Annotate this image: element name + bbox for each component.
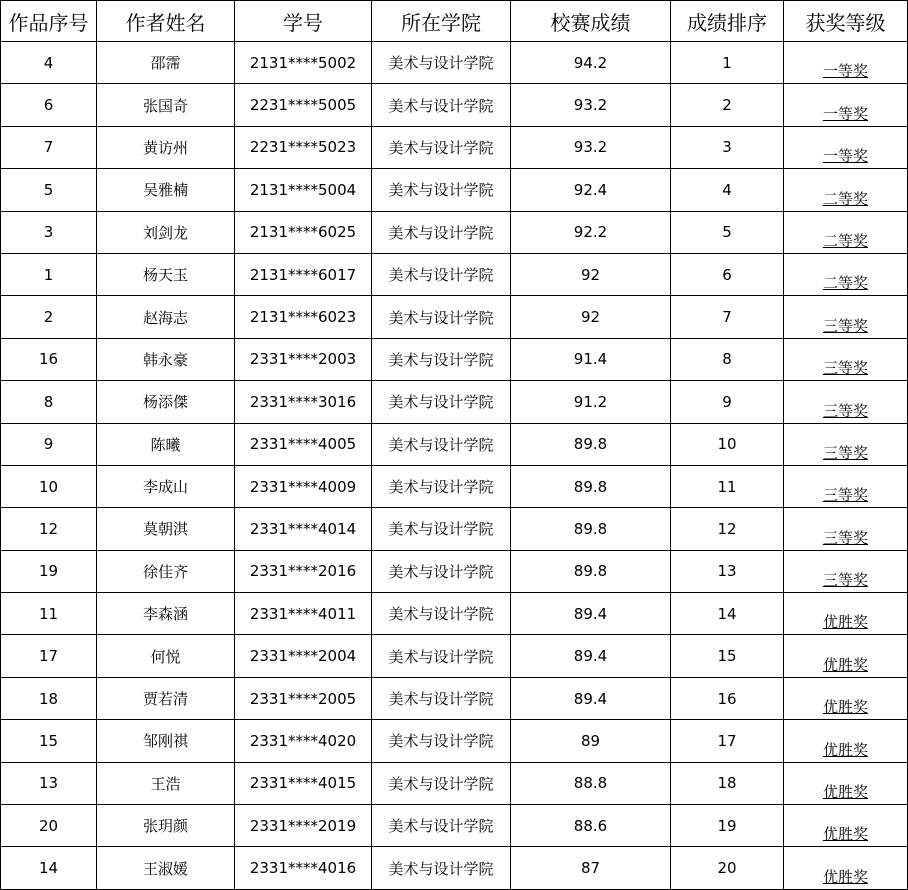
award-label: 一等奖	[822, 62, 868, 81]
cell-award	[784, 126, 908, 168]
award-label: 二等奖	[822, 231, 868, 250]
cell-college: 美术与设计学院	[372, 338, 511, 380]
award-label: 优胜奖	[822, 655, 868, 674]
cell-author-name: 吴雅楠	[97, 169, 235, 211]
cell-award	[784, 42, 908, 84]
cell-student-id: 2231****5005	[235, 84, 372, 126]
award-label: 一等奖	[822, 147, 868, 166]
cell-college: 美术与设计学院	[372, 253, 511, 295]
cell-score: 91.4	[511, 338, 671, 380]
cell-rank: 20	[671, 847, 784, 889]
table-row	[1, 593, 908, 635]
award-label: 优胜奖	[822, 698, 868, 717]
cell-entry-no: 9	[1, 423, 97, 465]
cell-entry-no: 18	[1, 677, 97, 719]
table-row	[1, 508, 908, 550]
cell-author-name: 王浩	[97, 762, 235, 804]
cell-rank: 14	[671, 593, 784, 635]
cell-college: 美术与设计学院	[372, 550, 511, 592]
cell-student-id: 2331****4015	[235, 762, 372, 804]
cell-student-id: 2331****4005	[235, 423, 372, 465]
cell-score: 89.4	[511, 593, 671, 635]
table-row	[1, 720, 908, 762]
cell-score: 89.8	[511, 508, 671, 550]
cell-student-id: 2131****5004	[235, 169, 372, 211]
cell-entry-no: 15	[1, 720, 97, 762]
table-row	[1, 805, 908, 847]
table-row	[1, 550, 908, 592]
cell-entry-no: 17	[1, 635, 97, 677]
table-row	[1, 126, 908, 168]
header-award: 获奖等级	[784, 1, 908, 42]
cell-author-name: 徐佳齐	[97, 550, 235, 592]
cell-author-name: 邵霈	[97, 42, 235, 84]
cell-author-name: 何悦	[97, 635, 235, 677]
cell-student-id: 2331****2019	[235, 805, 372, 847]
cell-rank: 3	[671, 126, 784, 168]
cell-author-name: 黄访州	[97, 126, 235, 168]
cell-rank: 11	[671, 465, 784, 507]
cell-author-name: 李成山	[97, 465, 235, 507]
cell-score: 89.4	[511, 635, 671, 677]
cell-rank: 12	[671, 508, 784, 550]
cell-student-id: 2331****4016	[235, 847, 372, 889]
cell-award	[784, 169, 908, 211]
cell-award	[784, 805, 908, 847]
cell-student-id: 2331****2003	[235, 338, 372, 380]
cell-student-id: 2331****4020	[235, 720, 372, 762]
award-label: 三等奖	[822, 316, 868, 335]
cell-award	[784, 296, 908, 338]
table-row	[1, 169, 908, 211]
cell-entry-no: 3	[1, 211, 97, 253]
cell-author-name: 杨天玉	[97, 253, 235, 295]
cell-author-name: 杨添傑	[97, 381, 235, 423]
cell-student-id: 2131****5002	[235, 42, 372, 84]
table-row	[1, 762, 908, 804]
award-label: 二等奖	[822, 274, 868, 293]
cell-award	[784, 593, 908, 635]
cell-score: 92.2	[511, 211, 671, 253]
cell-entry-no: 14	[1, 847, 97, 889]
table-row	[1, 381, 908, 423]
cell-score: 89.4	[511, 677, 671, 719]
cell-score: 89.8	[511, 465, 671, 507]
cell-college: 美术与设计学院	[372, 84, 511, 126]
cell-college: 美术与设计学院	[372, 211, 511, 253]
cell-score: 92	[511, 253, 671, 295]
cell-student-id: 2331****3016	[235, 381, 372, 423]
cell-award	[784, 635, 908, 677]
table-row	[1, 42, 908, 84]
award-label: 三等奖	[822, 528, 868, 547]
award-label: 优胜奖	[822, 783, 868, 802]
cell-rank: 8	[671, 338, 784, 380]
cell-college: 美术与设计学院	[372, 42, 511, 84]
cell-rank: 1	[671, 42, 784, 84]
cell-score: 88.6	[511, 805, 671, 847]
cell-entry-no: 12	[1, 508, 97, 550]
cell-college: 美术与设计学院	[372, 465, 511, 507]
cell-score: 93.2	[511, 126, 671, 168]
cell-entry-no: 20	[1, 805, 97, 847]
cell-author-name: 李森涵	[97, 593, 235, 635]
award-label: 优胜奖	[822, 825, 868, 844]
award-label: 三等奖	[822, 443, 868, 462]
cell-student-id: 2331****4009	[235, 465, 372, 507]
cell-score: 92	[511, 296, 671, 338]
cell-author-name: 莫朝淇	[97, 508, 235, 550]
cell-rank: 15	[671, 635, 784, 677]
cell-rank: 18	[671, 762, 784, 804]
cell-entry-no: 16	[1, 338, 97, 380]
cell-rank: 16	[671, 677, 784, 719]
award-label: 优胜奖	[822, 613, 868, 632]
table-row	[1, 423, 908, 465]
cell-rank: 10	[671, 423, 784, 465]
cell-entry-no: 7	[1, 126, 97, 168]
cell-college: 美术与设计学院	[372, 805, 511, 847]
cell-student-id: 2331****4011	[235, 593, 372, 635]
cell-student-id: 2231****5023	[235, 126, 372, 168]
cell-rank: 19	[671, 805, 784, 847]
award-label: 优胜奖	[822, 867, 868, 886]
cell-author-name: 赵海志	[97, 296, 235, 338]
cell-author-name: 韩永豪	[97, 338, 235, 380]
table-row	[1, 253, 908, 295]
cell-award	[784, 677, 908, 719]
cell-entry-no: 5	[1, 169, 97, 211]
cell-rank: 2	[671, 84, 784, 126]
cell-award	[784, 84, 908, 126]
cell-student-id: 2131****6025	[235, 211, 372, 253]
header-rank: 成绩排序	[671, 1, 784, 42]
cell-score: 89.8	[511, 550, 671, 592]
award-label: 三等奖	[822, 359, 868, 378]
cell-award	[784, 338, 908, 380]
award-label: 优胜奖	[822, 740, 868, 759]
cell-score: 92.4	[511, 169, 671, 211]
cell-award	[784, 508, 908, 550]
cell-college: 美术与设计学院	[372, 677, 511, 719]
cell-award	[784, 720, 908, 762]
cell-score: 89.8	[511, 423, 671, 465]
header-student-id: 学号	[235, 1, 372, 42]
table-row	[1, 465, 908, 507]
table-row	[1, 338, 908, 380]
cell-student-id: 2331****2004	[235, 635, 372, 677]
table-row	[1, 211, 908, 253]
cell-college: 美术与设计学院	[372, 296, 511, 338]
cell-rank: 4	[671, 169, 784, 211]
cell-entry-no: 11	[1, 593, 97, 635]
cell-college: 美术与设计学院	[372, 635, 511, 677]
cell-score: 89	[511, 720, 671, 762]
cell-student-id: 2131****6023	[235, 296, 372, 338]
award-label: 三等奖	[822, 486, 868, 505]
cell-award	[784, 550, 908, 592]
award-label: 一等奖	[822, 104, 868, 123]
header-entry-no: 作品序号	[1, 1, 97, 42]
cell-author-name: 邹刚祺	[97, 720, 235, 762]
cell-score: 93.2	[511, 84, 671, 126]
cell-entry-no: 19	[1, 550, 97, 592]
cell-college: 美术与设计学院	[372, 169, 511, 211]
cell-rank: 6	[671, 253, 784, 295]
cell-author-name: 张国奇	[97, 84, 235, 126]
cell-award	[784, 253, 908, 295]
cell-entry-no: 4	[1, 42, 97, 84]
header-author-name: 作者姓名	[97, 1, 235, 42]
cell-award	[784, 762, 908, 804]
cell-author-name: 贾若清	[97, 677, 235, 719]
cell-rank: 13	[671, 550, 784, 592]
cell-student-id: 2331****2005	[235, 677, 372, 719]
cell-student-id: 2331****2016	[235, 550, 372, 592]
cell-score: 88.8	[511, 762, 671, 804]
cell-rank: 7	[671, 296, 784, 338]
table-row	[1, 296, 908, 338]
award-label: 三等奖	[822, 401, 868, 420]
table-body	[1, 42, 908, 890]
header-row	[1, 1, 908, 42]
cell-college: 美术与设计学院	[372, 423, 511, 465]
cell-entry-no: 2	[1, 296, 97, 338]
cell-author-name: 王淑媛	[97, 847, 235, 889]
cell-rank: 9	[671, 381, 784, 423]
cell-award	[784, 211, 908, 253]
cell-college: 美术与设计学院	[372, 762, 511, 804]
cell-author-name: 刘剑龙	[97, 211, 235, 253]
cell-college: 美术与设计学院	[372, 847, 511, 889]
cell-rank: 17	[671, 720, 784, 762]
cell-award	[784, 465, 908, 507]
cell-award	[784, 847, 908, 889]
cell-student-id: 2331****4014	[235, 508, 372, 550]
cell-student-id: 2131****6017	[235, 253, 372, 295]
cell-college: 美术与设计学院	[372, 508, 511, 550]
award-label: 二等奖	[822, 189, 868, 208]
table-row	[1, 847, 908, 889]
cell-award	[784, 423, 908, 465]
header-college: 所在学院	[372, 1, 511, 42]
cell-entry-no: 13	[1, 762, 97, 804]
cell-college: 美术与设计学院	[372, 126, 511, 168]
table-row	[1, 677, 908, 719]
cell-author-name: 陈曦	[97, 423, 235, 465]
cell-score: 91.2	[511, 381, 671, 423]
cell-entry-no: 8	[1, 381, 97, 423]
cell-score: 87	[511, 847, 671, 889]
cell-award	[784, 381, 908, 423]
cell-score: 94.2	[511, 42, 671, 84]
cell-college: 美术与设计学院	[372, 381, 511, 423]
cell-entry-no: 10	[1, 465, 97, 507]
award-label: 三等奖	[822, 571, 868, 590]
cell-entry-no: 1	[1, 253, 97, 295]
table-row	[1, 84, 908, 126]
cell-rank: 5	[671, 211, 784, 253]
header-score: 校赛成绩	[511, 1, 671, 42]
cell-entry-no: 6	[1, 84, 97, 126]
table-row	[1, 635, 908, 677]
cell-college: 美术与设计学院	[372, 720, 511, 762]
cell-author-name: 张玥颜	[97, 805, 235, 847]
cell-college: 美术与设计学院	[372, 593, 511, 635]
